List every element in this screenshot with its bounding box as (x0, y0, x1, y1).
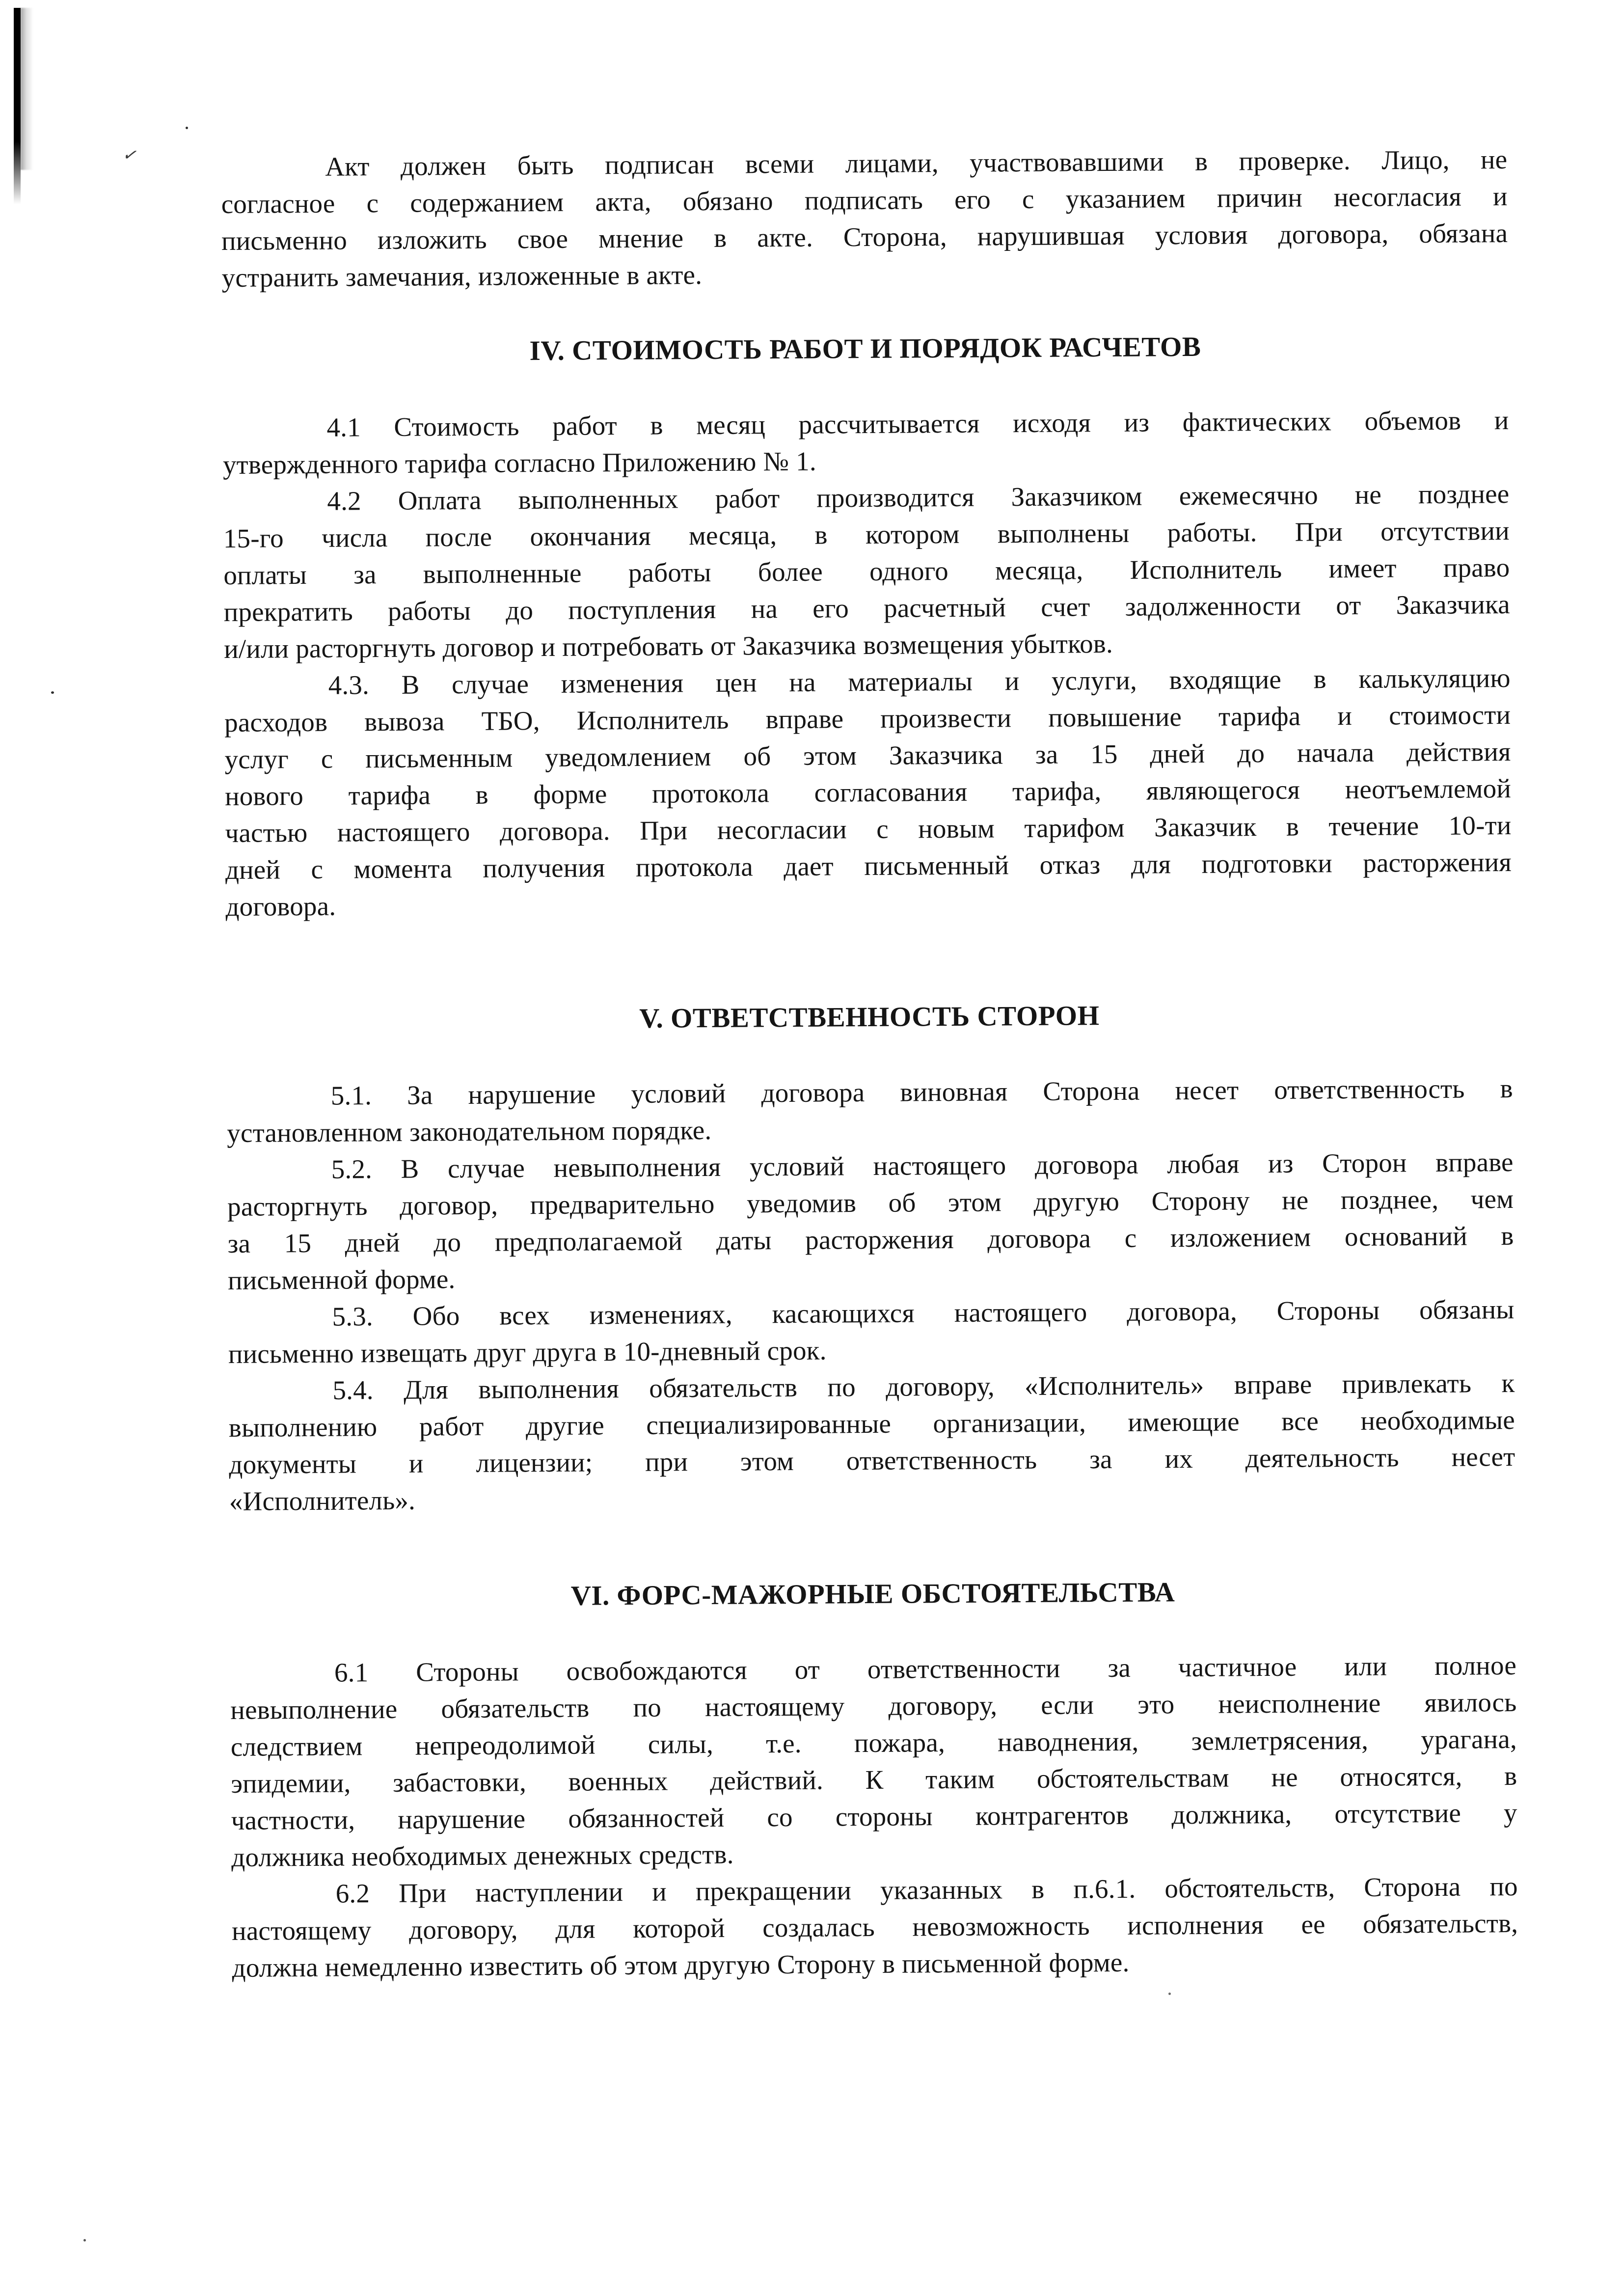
text-line: прекратить работы до поступления на его расчетный счет задолженности от Заказчика (223, 589, 1510, 627)
text-line: «Исполнитель». (229, 1485, 416, 1516)
text-line: частью настоящего договора. При несогласии с новым тарифом Заказчик в течение 10-ти (225, 810, 1512, 848)
paragraph-p-4-2 (223, 475, 1510, 667)
text-line: 5.4. Для выполнения обязательств по договору, «Исполнитель» вправе привлекать к (332, 1367, 1515, 1405)
paragraph-p-6-2 (232, 1868, 1518, 1986)
text-line: выполнению работ другие специализированные организации, имеющие все необходимые (228, 1404, 1515, 1443)
text-line: 5.3. Обо всех изменениях, касающихся настоящего договора, Стороны обязаны (332, 1294, 1515, 1332)
text-line: устранить замечания, изложенные в акте. (221, 260, 703, 293)
text-line: 5.1. За нарушение условий договора виновная Сторона несет ответственность в (330, 1073, 1513, 1111)
text-line: и/или расторгнуть договор и потребовать от Заказчика возмещения убытков. (224, 628, 1113, 664)
text-line: 5.2. В случае невыполнения условий настоящего договора любая из Сторон вправе (331, 1147, 1514, 1184)
text-line: дней с момента получения протокола дает письменный отказ для подготовки расторжения (225, 847, 1512, 885)
text-line: невыполнение обязательств по настоящему договору, если это неисполнение явилось (230, 1687, 1517, 1725)
scan-speck (51, 691, 54, 694)
paragraph-p-act (221, 141, 1508, 296)
text-line: частности, нарушение обязанностей со стороны контрагентов должника, отсутствие у (231, 1797, 1517, 1835)
text-line: расторгнуть договор, предварительно уведомив об этом другую Сторону не позднее, чем (227, 1183, 1514, 1222)
section-heading-h5: V. ОТВЕТСТВЕННОСТЬ СТОРОН (639, 1000, 1100, 1034)
text-line: договора. (225, 891, 336, 922)
text-line: документы и лицензии; при этом ответственность за их деятельность несет (229, 1441, 1515, 1479)
paragraph-p-5-1 (227, 1070, 1514, 1151)
text-line: Акт должен быть подписан всеми лицами, участвовавшими в проверке. Лицо, не (325, 144, 1508, 182)
paragraph-p-5-2 (227, 1144, 1514, 1299)
document-body (221, 141, 1518, 1986)
text-line: нового тарифа в форме протокола согласования тарифа, являющегося неотъемлемой (224, 773, 1512, 811)
paragraph-p-6-1 (230, 1647, 1518, 1876)
scan-speck (83, 2239, 86, 2241)
text-line: 4.1 Стоимость работ в месяц рассчитывается исходя из фактических объемов и (326, 405, 1509, 442)
text-line: утвержденного тарифа согласно Приложению № 1. (222, 446, 817, 480)
section-heading-h4: IV. СТОИМОСТЬ РАБОТ И ПОРЯДОК РАСЧЕТОВ (529, 331, 1201, 367)
paragraph-p-4-3 (224, 659, 1512, 925)
text-line: следствием непреодолимой силы, т.е. пожара, наводнения, землетрясения, урагана, (230, 1723, 1517, 1762)
text-line: настоящему договору, для которой создалась невозможность исполнения ее обязательств, (232, 1908, 1518, 1946)
text-line: установленном законодательном порядке. (227, 1115, 712, 1148)
text-line: за 15 дней до предполагаемой даты расторжения договора с изложением оснований в (227, 1220, 1514, 1258)
text-line: оплаты за выполненные работы более одного месяца, Исполнитель имеет право (223, 552, 1510, 590)
text-line: согласное с содержанием акта, обязано подписать его с указанием причин несогласия и (221, 181, 1508, 219)
text-line: письменно извещать друг друга в 10-дневный срок. (228, 1335, 827, 1369)
paragraph-p-5-3 (228, 1291, 1515, 1372)
text-line: письменно изложить свое мнение в акте. Сторона, нарушившая условия договора, обязана (221, 218, 1508, 256)
paragraph-p-4-1 (222, 402, 1509, 483)
section-heading-h6: VI. ФОРС-МАЖОРНЫЕ ОБСТОЯТЕЛЬСТВА (570, 1577, 1175, 1612)
scan-edge-noise (21, 8, 33, 170)
text-line: 4.3. В случае изменения цен на материалы и услуги, входящие в калькуляцию (328, 662, 1511, 700)
text-line: услуг с письменным уведомлением об этом Заказчика за 15 дней до начала действия (224, 736, 1511, 774)
text-line: 6.2 При наступлении и прекращении указанных в п.6.1. обстоятельств, Сторона по (335, 1871, 1518, 1909)
paragraph-p-5-4 (228, 1365, 1515, 1520)
text-line: 4.2 Оплата выполненных работ производится Заказчиком ежемесячно не позднее (327, 478, 1510, 516)
scan-speck (186, 127, 188, 129)
text-line: должна немедленно известить об этом другую Сторону в письменной форме. (232, 1947, 1130, 1983)
text-line: письменной форме. (227, 1264, 456, 1295)
text-line: 6.1 Стороны освобождаются от ответственности за частичное или полное (334, 1650, 1517, 1688)
handwritten-tick-mark: ✓ (120, 145, 141, 165)
text-line: 15-го числа после окончания месяца, в котором выполнены работы. При отсутствии (223, 515, 1510, 553)
scan-speck (1168, 1993, 1171, 1995)
text-line: расходов вывоза ТБО, Исполнитель вправе произвести повышение тарифа и стоимости (224, 699, 1511, 738)
text-line: эпидемии, забастовки, военных действий. К таким обстоятельствам не относятся, в (231, 1760, 1517, 1799)
text-line: должника необходимых денежных средств. (231, 1839, 734, 1872)
scan-binding-artifact (14, 8, 21, 204)
